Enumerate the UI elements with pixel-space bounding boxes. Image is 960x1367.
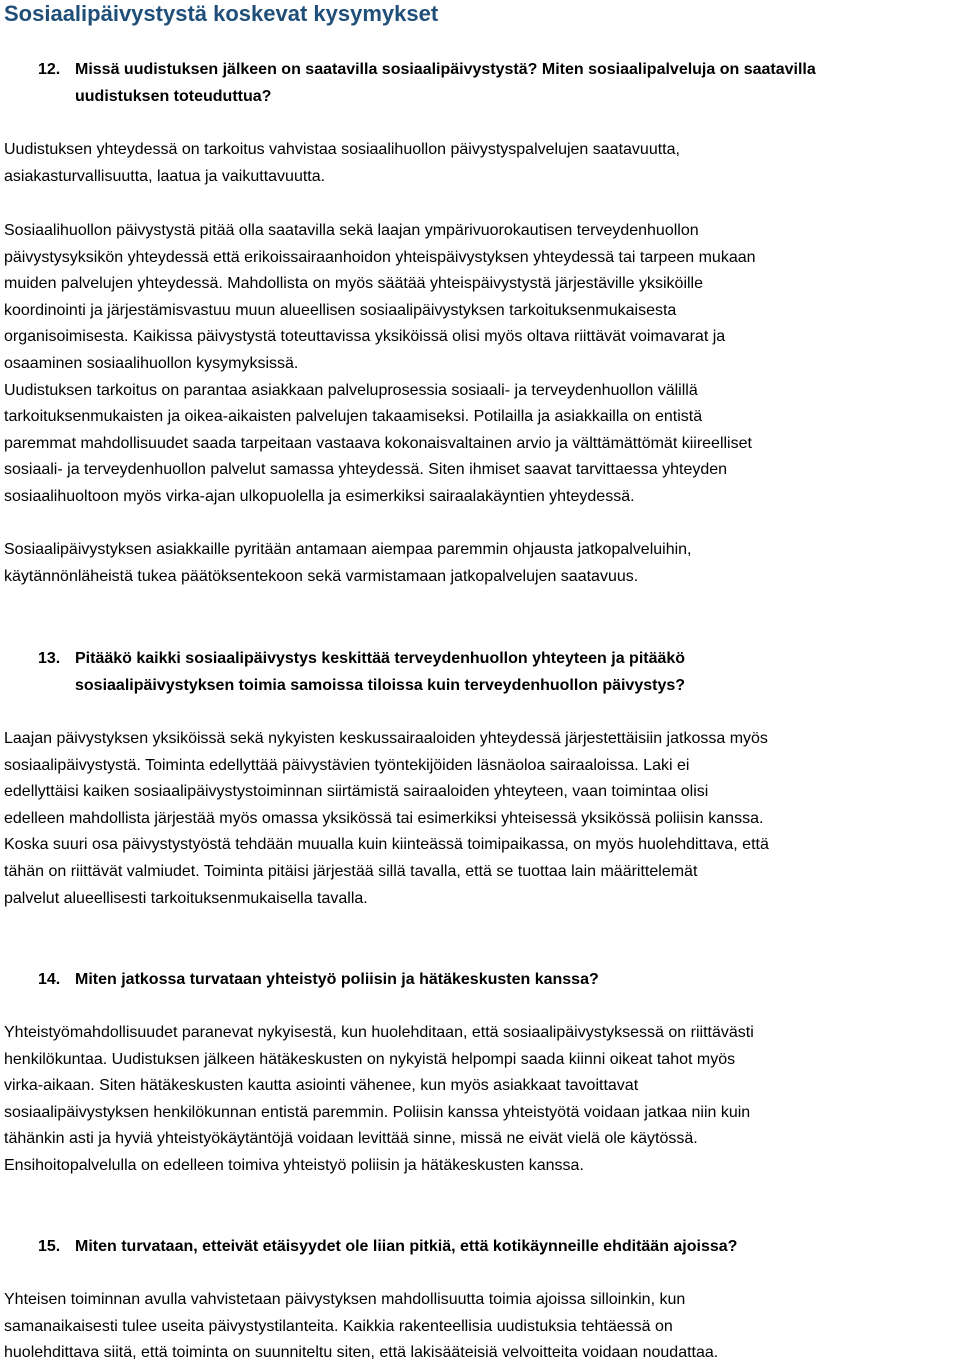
answer-12-para-3 — [4, 537, 952, 590]
question-line: sosiaalipäivystyksen toimia samoissa tiloissa kuin terveydenhuollon päivystys? — [75, 676, 686, 694]
question-number: 13. — [38, 650, 61, 667]
answer-12-para-1 — [4, 137, 952, 190]
answer-line: paremmat mahdollisuudet saada tarpeitaan vastaava kokonaisvaltainen arvio ja välttämättömät kiireelliset — [4, 434, 752, 452]
answer-line: henkilökuntaa. Uudistuksen jälkeen hätäkeskusten on nykyistä helpompi saada kiinni oikeat tahot myös — [4, 1050, 736, 1068]
answer-line: asiakasturvallisuutta, laatua ja vaikuttavuutta. — [4, 167, 326, 185]
answer-line: Sosiaalipäivystyksen asiakkaille pyritään antamaan aiempaa paremmin ohjausta jatkopalveluihin, — [4, 541, 692, 558]
answer-12-para-2 — [4, 218, 952, 511]
answer-line: edellyttäisi kaiken sosiaalipäivystystoiminnan siirtämistä sairaaloiden yhteyteen, vaan toimintaa olisi — [4, 783, 709, 801]
answer-line: koordinointi ja järjestämisvastuu muun alueellisen sosiaalipäivystyksen tarkoituksenmukaisesta — [4, 301, 677, 319]
answer-line: samanaikaisesti tulee useita päivystystilanteita. Kaikkia rakenteellisia uudistuksia tehtäessä on — [4, 1317, 673, 1335]
answer-line: tähän on riittävät valmiudet. Toiminta pitäisi järjestää sillä tavalla, että se tuottaa lain määrittelemät — [4, 862, 698, 880]
question-line: Miten turvataan, etteivät etäisyydet ole liian pitkiä, että kotikäynneille ehditään ajoissa? — [75, 1238, 738, 1255]
question-13 — [0, 646, 940, 699]
answer-line: edelleen mahdollista järjestää myös omassa yksikössä tai esimerkiksi yhteisessä yksikössä poliisin kanssa. — [4, 809, 764, 827]
answer-line: osaaminen sosiaalihuollon kysymyksissä. — [4, 354, 299, 372]
answer-line: huolehdittava siitä, että toiminta on suunniteltu siten, että lakisääteisiä velvoitteita voidaan noudattaa. — [4, 1344, 719, 1362]
question-line: Pitääkö kaikki sosiaalipäivystys keskittää terveydenhuollon yhteyteen ja pitääkö — [75, 650, 686, 667]
answer-line: sosiaali- ja terveydenhuollon palvelut samassa yhteydessä. Siten ihmiset saavat tarvittaessa yhteyden — [4, 461, 728, 479]
answer-line: päivystysyksikön yhteydessä että erikoissairaanhoidon yhteispäivystyksen yhteydessä tai tarpeen mukaan — [4, 248, 756, 266]
answer-line: sosiaalihuoltoon myös virka-ajan ulkopuolella ja esimerkiksi sairaalakäyntien yhteydessä. — [4, 487, 635, 505]
answer-line: Sosiaalihuollon päivystystä pitää olla saatavilla sekä laajan ympärivuorokautisen terveydenhuollon — [4, 222, 699, 239]
answer-line: virka-aikaan. Siten hätäkeskusten kautta asiointi vähenee, kun myös asiakkaat tavoittavat — [4, 1077, 639, 1095]
answer-line: Uudistuksen tarkoitus on parantaa asiakkaan palveluprosessia sosiaali- ja terveydenhuollon välillä — [4, 381, 698, 399]
question-15 — [0, 1234, 940, 1261]
answer-line: palvelut alueellisesti tarkoituksenmukaisella tavalla. — [4, 889, 368, 907]
answer-line: organisoimisesta. Kaikissa päivystystä toteuttavissa yksiköissä olisi myös oltava riittävät voimavarat ja — [4, 328, 726, 346]
question-line: uudistuksen toteuduttua? — [75, 87, 272, 105]
answer-line: käytännönläheistä tukea päätöksentekoon sekä varmistamaan jatkopalvelujen saatavuus. — [4, 567, 639, 585]
answer-line: Yhteisen toiminnan avulla vahvistetaan päivystyksen mahdollisuutta toimia ajoissa silloinkin, kun — [4, 1291, 686, 1308]
answer-line: sosiaalipäivystyksen henkilökunnan entistä paremmin. Poliisin kanssa yhteistyötä voidaan jatkaa niin kuin — [4, 1103, 751, 1121]
question-14 — [0, 967, 940, 994]
question-number: 12. — [38, 61, 61, 78]
answer-line: Koska suuri osa päivystystyöstä tehdään muualla kuin kiinteässä toimipaikassa, on myös huolehdittava, että — [4, 836, 769, 854]
page-title: Sosiaalipäivystystä koskevat kysymykset — [4, 1, 439, 26]
answer-14-para-1 — [4, 1020, 952, 1180]
answer-line: Uudistuksen yhteydessä on tarkoitus vahvistaa sosiaalihuollon päivystyspalvelujen saatavuutta, — [4, 141, 680, 158]
answer-15-para-1 — [4, 1287, 952, 1367]
answer-line: tarkoituksenmukaisten ja oikea-aikaisten palvelujen takaamiseksi. Potilailla ja asiakkailla on entistä — [4, 408, 703, 426]
answer-line: Ensihoitopalvelulla on edelleen toimiva yhteistyö poliisin ja hätäkeskusten kanssa. — [4, 1156, 584, 1174]
answer-line: muiden palvelujen yhteydessä. Mahdollista on myös säätää yhteispäivystystä järjestäville yksiköille — [4, 275, 704, 293]
answer-line: tähänkin asti ja hyviä yhteistyökäytäntöjä voidaan levittää sinne, missä ne eivät vielä ole käytössä. — [4, 1130, 698, 1148]
answer-line: sosiaalipäivystystä. Toiminta edellyttää päivystävien työntekijöiden läsnäoloa sairaalоissa. Laki ei — [4, 756, 690, 774]
answer-line: Yhteistyömahdollisuudet paranevat nykyisestä, kun huolehditaan, että sosiaalipäivystyksessä on riittävästi — [4, 1024, 754, 1041]
answer-13-para-1 — [4, 726, 952, 912]
question-number: 14. — [38, 971, 61, 988]
answer-line: Laajan päivystyksen yksiköissä sekä nykyisten keskussairaaloiden yhteydessä järjestettäisiin jatkossa myös — [4, 730, 768, 747]
question-line: Missä uudistuksen jälkeen on saatavilla sosiaalipäivystystä? Miten sosiaalipalveluja on saatavilla — [75, 61, 816, 78]
question-line: Miten jatkossa turvataan yhteistyö poliisin ja hätäkeskusten kanssa? — [75, 971, 599, 988]
question-12 — [0, 57, 940, 110]
question-number: 15. — [38, 1238, 61, 1255]
